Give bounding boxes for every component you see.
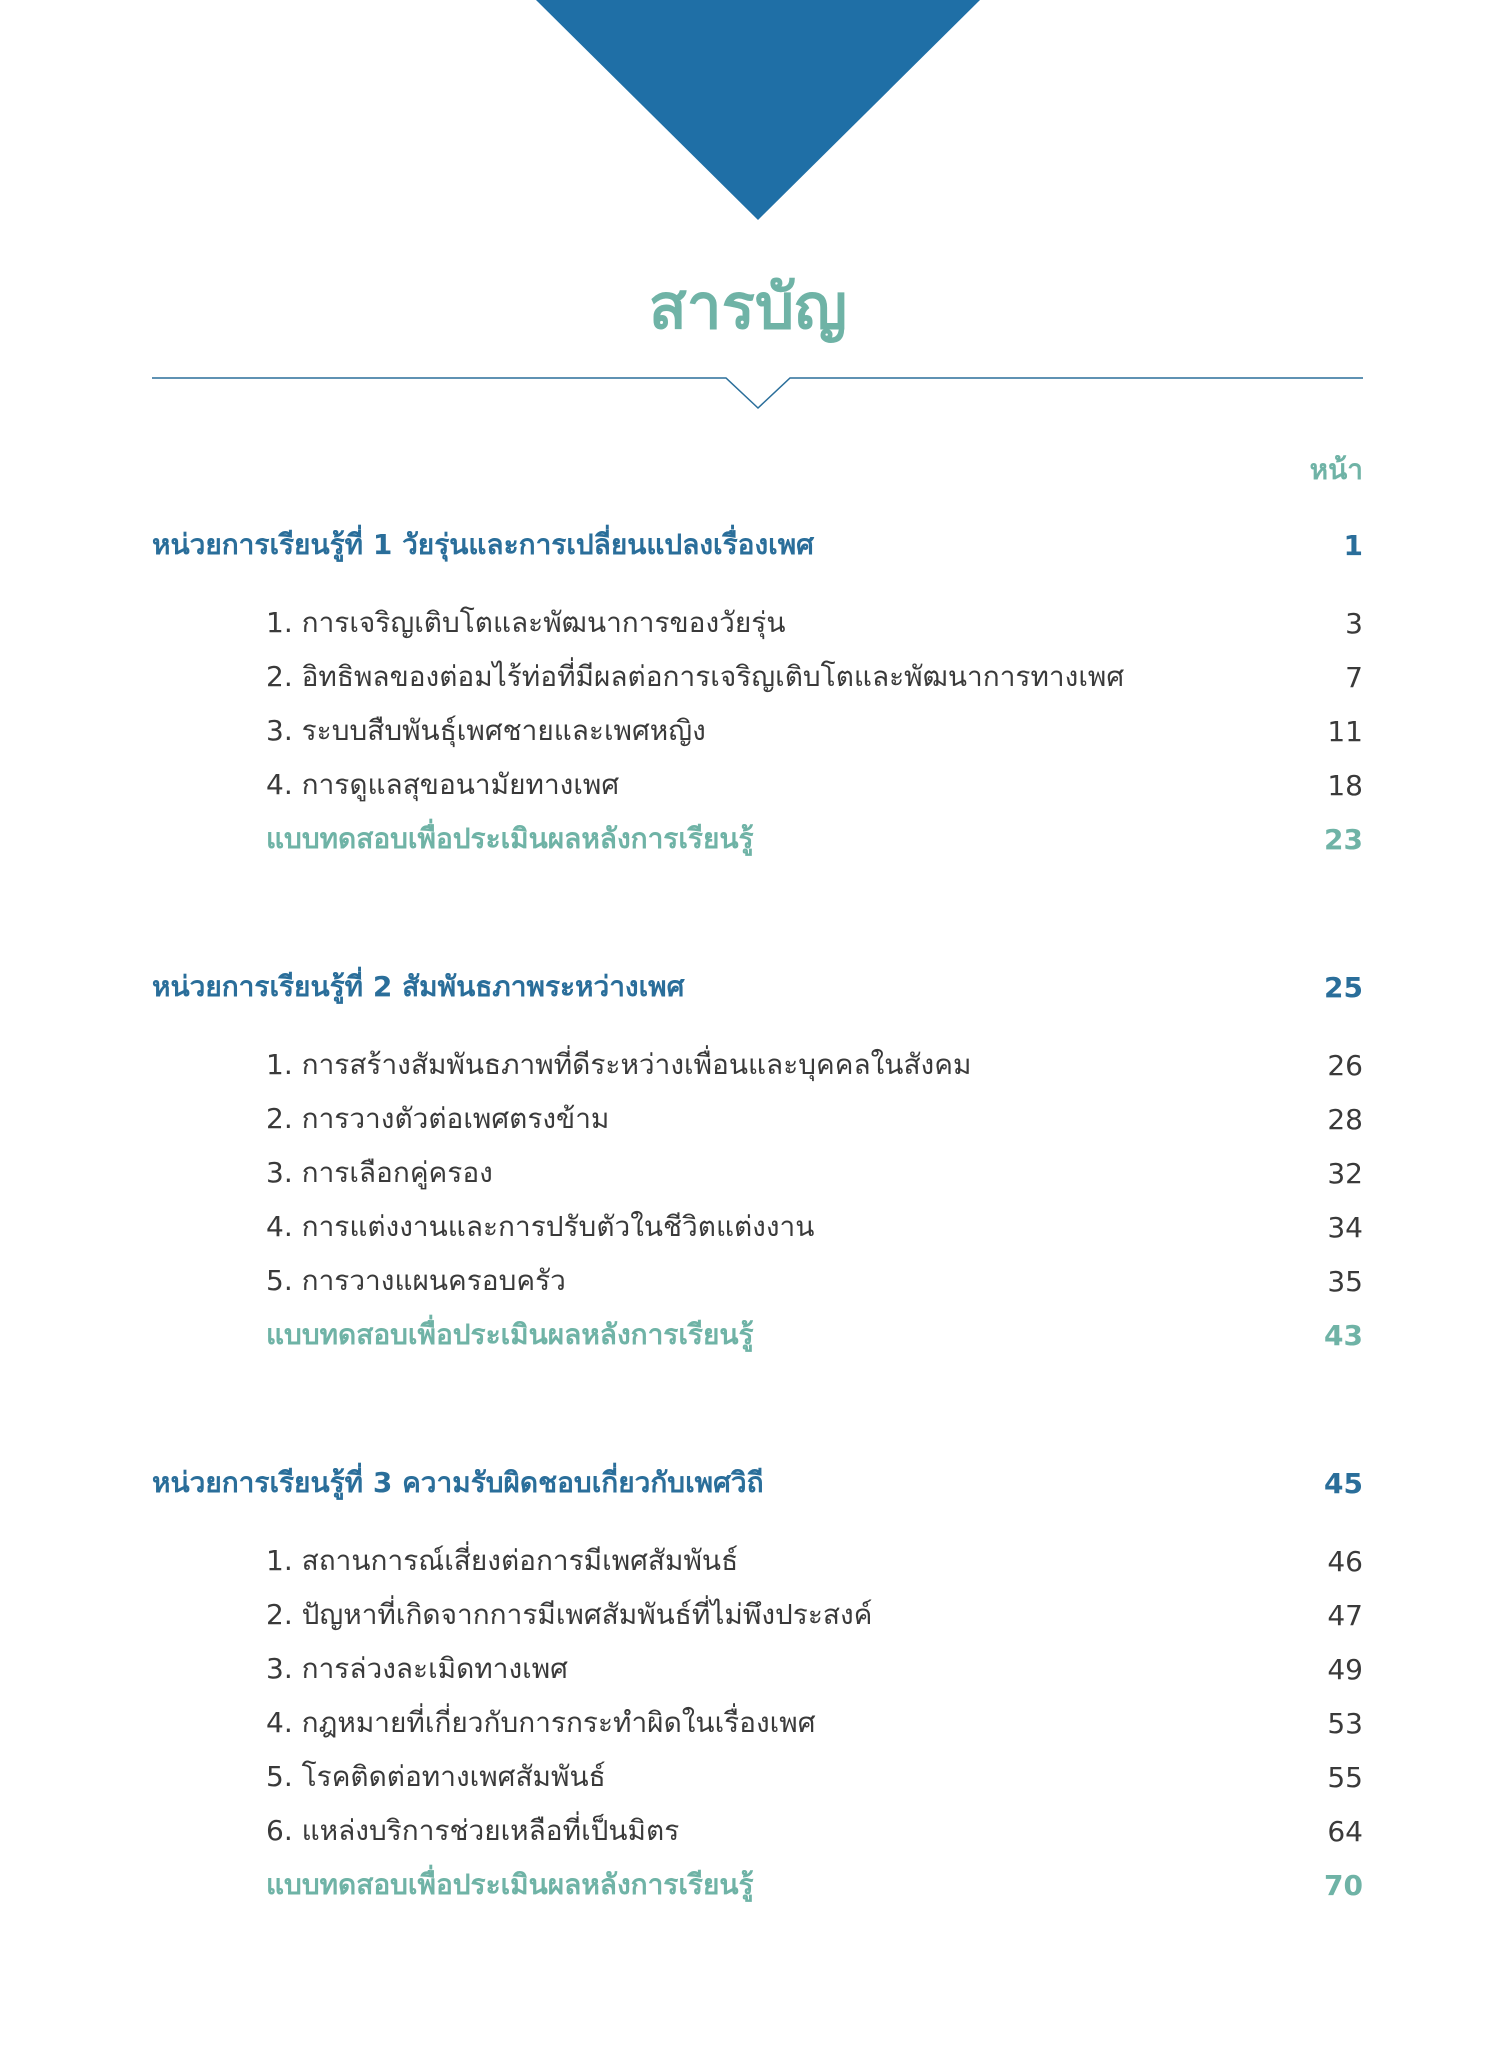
- toc-item[interactable]: [152, 1038, 1363, 1092]
- toc-item-page: 18: [1327, 768, 1363, 802]
- toc-quiz-item[interactable]: [152, 812, 1363, 866]
- toc-item[interactable]: [152, 1750, 1363, 1804]
- toc-quiz-item[interactable]: [152, 1858, 1363, 1912]
- toc-item-page: 11: [1327, 714, 1363, 748]
- toc-list: [152, 518, 1363, 2006]
- toc-item-label: 3. การเลือกคู่ครอง: [266, 1156, 493, 1189]
- unit-heading-page: 1: [1343, 528, 1363, 562]
- toc-item-label: 1. การเจริญเติบโตและพัฒนาการของวัยรุ่น: [266, 606, 786, 639]
- page-column-label: หน้า: [1309, 453, 1363, 486]
- toc-item-page: 7: [1345, 660, 1363, 694]
- unit-heading-row[interactable]: [152, 518, 1363, 572]
- toc-item-page: 34: [1327, 1210, 1363, 1244]
- toc-item-label: 1. สถานการณ์เสี่ยงต่อการมีเพศสัมพันธ์: [266, 1544, 739, 1577]
- toc-item-page: 47: [1327, 1598, 1363, 1632]
- toc-item[interactable]: [152, 1200, 1363, 1254]
- header-triangle-decoration: [0, 0, 1496, 225]
- toc-item-label: 2. ปัญหาที่เกิดจากการมีเพศสัมพันธ์ที่ไม่พึงประสงค์: [266, 1598, 873, 1631]
- toc-item-page: 46: [1327, 1544, 1363, 1578]
- toc-item-page: 53: [1327, 1706, 1363, 1740]
- toc-item-label: 5. โรคติดต่อทางเพศสัมพันธ์: [266, 1760, 606, 1793]
- toc-quiz-page: 70: [1324, 1868, 1363, 1902]
- toc-item-page: 28: [1327, 1102, 1363, 1136]
- toc-item[interactable]: [152, 1146, 1363, 1200]
- toc-item[interactable]: [152, 1254, 1363, 1308]
- toc-item-label: 5. การวางแผนครอบครัว: [266, 1264, 566, 1297]
- toc-item-label: 2. อิทธิพลของต่อมไร้ท่อที่มีผลต่อการเจริญเติบโตและพัฒนาการทางเพศ: [266, 660, 1125, 693]
- unit-heading-page: 25: [1324, 970, 1363, 1004]
- toc-item[interactable]: [152, 758, 1363, 812]
- toc-unit: [152, 518, 1363, 866]
- toc-unit: [152, 960, 1363, 1362]
- toc-item-label: 2. การวางตัวต่อเพศตรงข้าม: [266, 1102, 610, 1135]
- toc-item[interactable]: [152, 1534, 1363, 1588]
- title-divider: [0, 370, 1496, 420]
- toc-item-label: 1. การสร้างสัมพันธภาพที่ดีระหว่างเพื่อนและบุคคลในสังคม: [266, 1048, 972, 1081]
- toc-item[interactable]: [152, 1696, 1363, 1750]
- toc-item[interactable]: [152, 1804, 1363, 1858]
- toc-item-page: 55: [1327, 1760, 1363, 1794]
- toc-item-label: 3. การล่วงละเมิดทางเพศ: [266, 1652, 568, 1685]
- toc-item-page: 64: [1327, 1814, 1363, 1848]
- toc-item-label: 4. การแต่งงานและการปรับตัวในชีวิตแต่งงาน: [266, 1210, 815, 1243]
- toc-item[interactable]: [152, 596, 1363, 650]
- toc-quiz-item[interactable]: [152, 1308, 1363, 1362]
- toc-item-page: 26: [1327, 1048, 1363, 1082]
- unit-heading-label: หน่วยการเรียนรู้ที่ 3 ความรับผิดชอบเกี่ยวกับเพศวิถี: [152, 1466, 764, 1499]
- toc-item-label: 4. การดูแลสุขอนามัยทางเพศ: [266, 768, 620, 801]
- toc-item[interactable]: [152, 1642, 1363, 1696]
- toc-item[interactable]: [152, 1092, 1363, 1146]
- page-title: สารบัญ: [648, 270, 848, 343]
- unit-heading-page: 45: [1324, 1466, 1363, 1500]
- unit-heading-row[interactable]: [152, 1456, 1363, 1510]
- toc-item-label: 4. กฎหมายที่เกี่ยวกับการกระทำผิดในเรื่องเพศ: [266, 1706, 816, 1739]
- toc-item[interactable]: [152, 704, 1363, 758]
- toc-item-page: 49: [1327, 1652, 1363, 1686]
- unit-heading-label: หน่วยการเรียนรู้ที่ 2 สัมพันธภาพระหว่างเพศ: [152, 970, 685, 1003]
- toc-item[interactable]: [152, 650, 1363, 704]
- toc-quiz-label: แบบทดสอบเพื่อประเมินผลหลังการเรียนรู้: [266, 822, 754, 855]
- toc-quiz-label: แบบทดสอบเพื่อประเมินผลหลังการเรียนรู้: [266, 1318, 754, 1351]
- toc-quiz-page: 43: [1324, 1318, 1363, 1352]
- toc-unit: [152, 1456, 1363, 1912]
- toc-quiz-label: แบบทดสอบเพื่อประเมินผลหลังการเรียนรู้: [266, 1868, 754, 1901]
- toc-item-label: 3. ระบบสืบพันธุ์เพศชายและเพศหญิง: [266, 714, 706, 747]
- toc-quiz-page: 23: [1324, 822, 1363, 856]
- toc-item-label: 6. แหล่งบริการช่วยเหลือที่เป็นมิตร: [266, 1814, 680, 1847]
- unit-heading-row[interactable]: [152, 960, 1363, 1014]
- toc-item-page: 35: [1327, 1264, 1363, 1298]
- toc-item-page: 32: [1327, 1156, 1363, 1190]
- toc-item-page: 3: [1345, 606, 1363, 640]
- toc-item[interactable]: [152, 1588, 1363, 1642]
- unit-heading-label: หน่วยการเรียนรู้ที่ 1 วัยรุ่นและการเปลี่ยนแปลงเรื่องเพศ: [152, 528, 814, 561]
